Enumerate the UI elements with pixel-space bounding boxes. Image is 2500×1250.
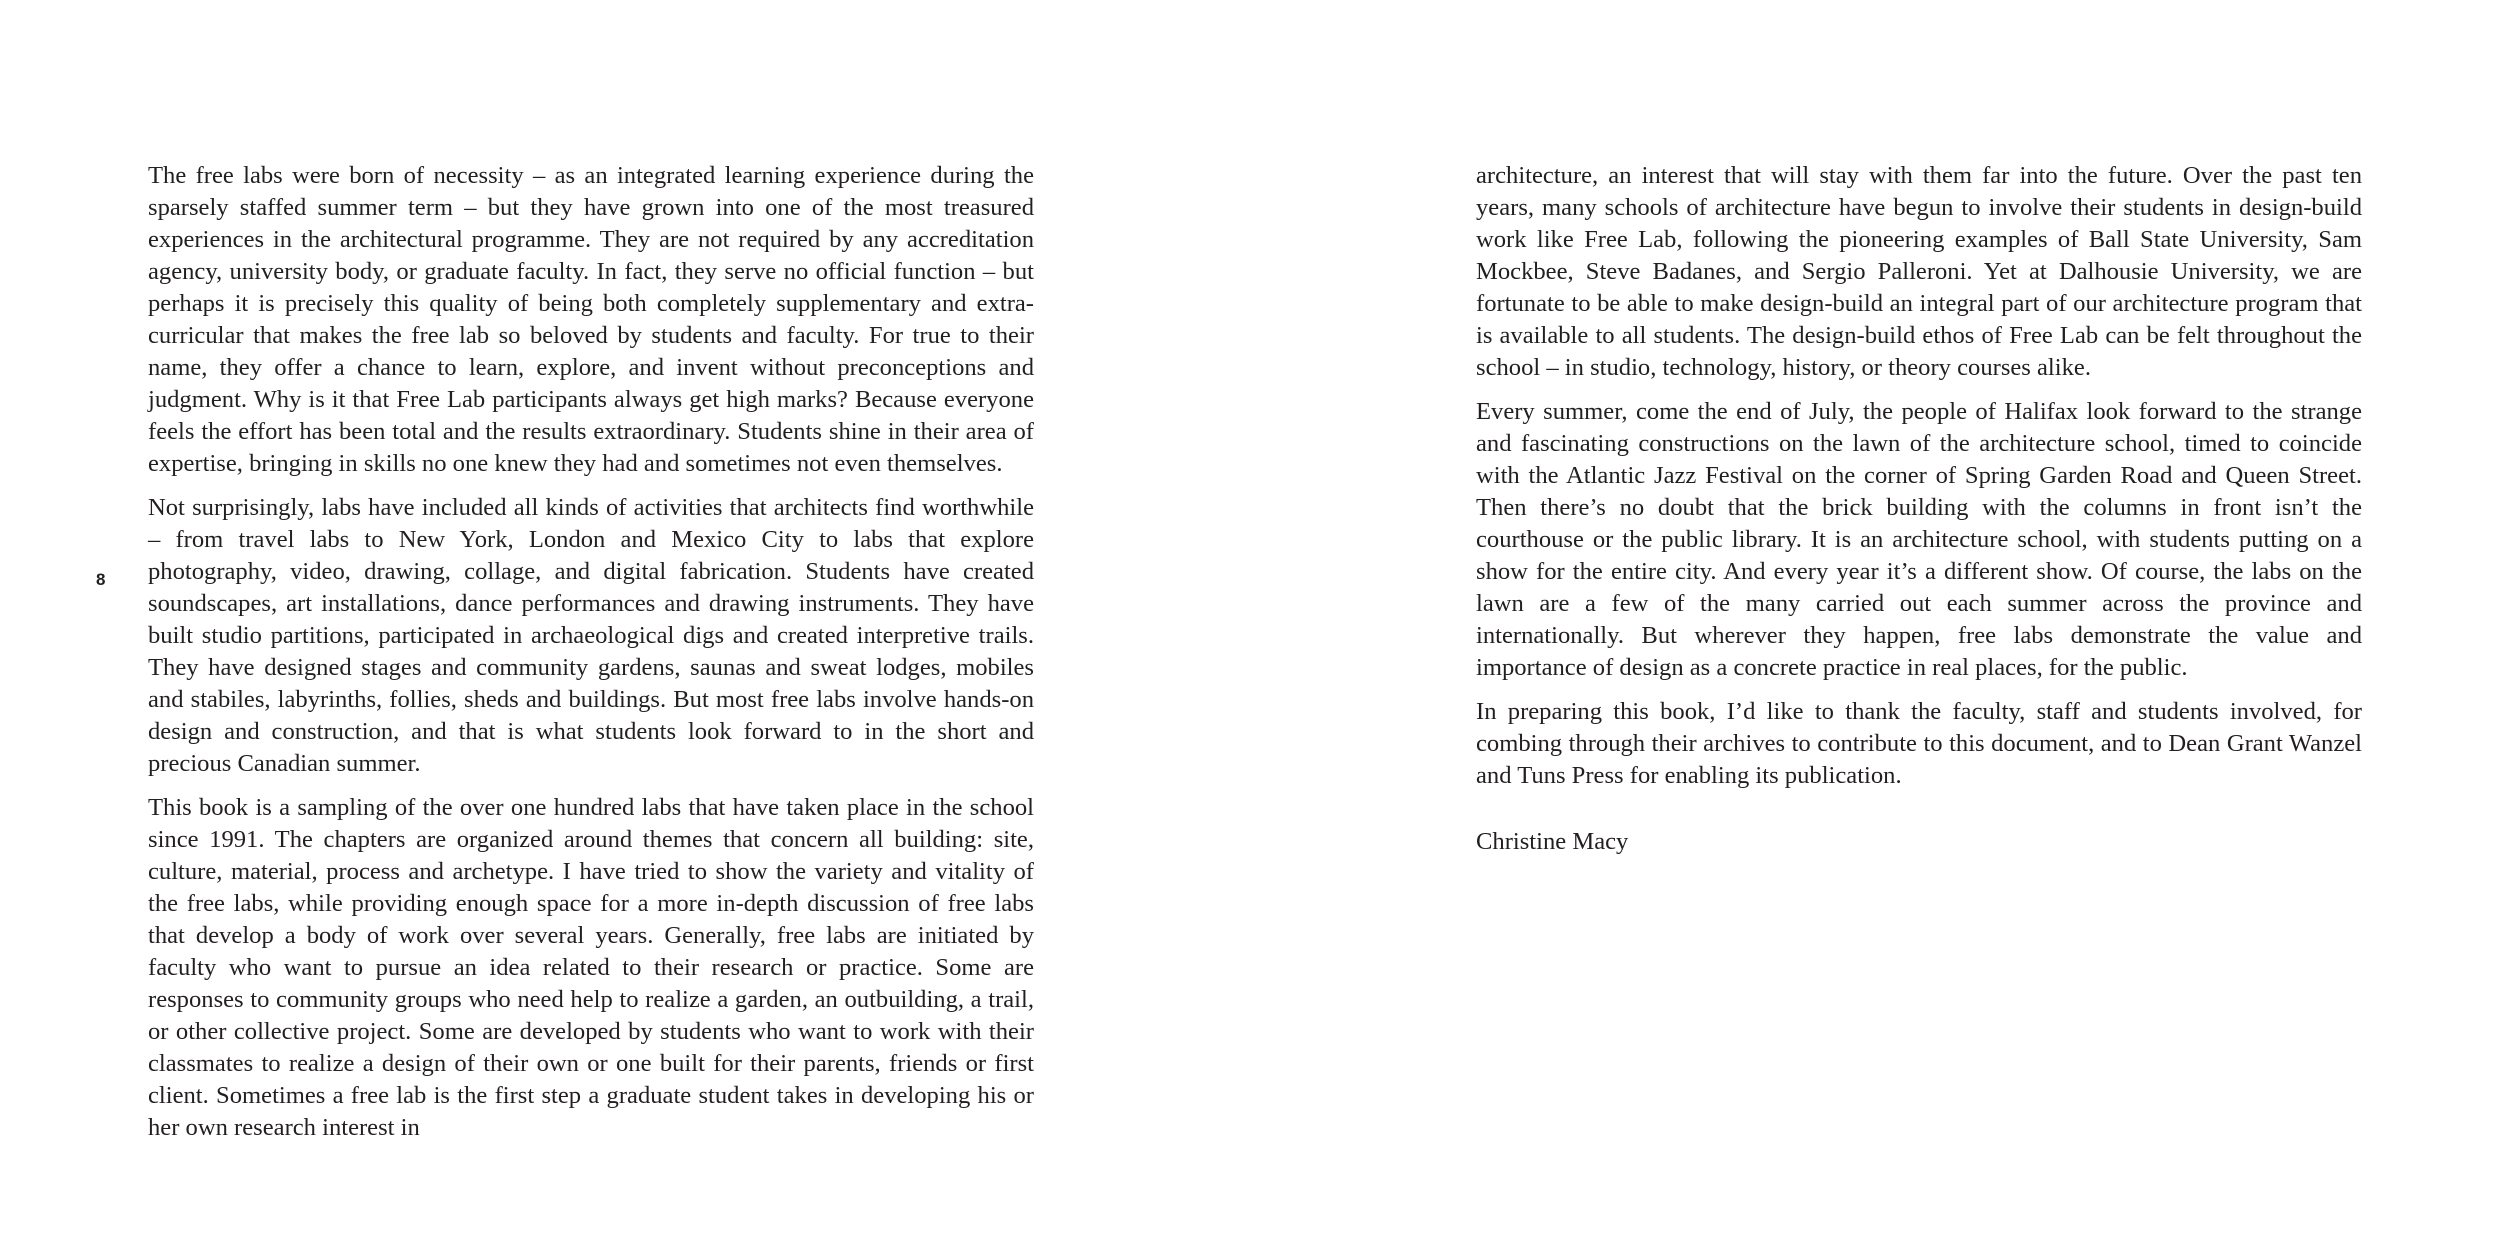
paragraph-free-labs-origin: The free labs were born of necessity – as an integrated learning experience during the sparsely staffed summer term – but they have grown into one of the most treasured experiences in the architectural programme. They are not required by any accreditation agency, university body, or graduate faculty. In fact, they serve no official function – but perhaps it is precisely this quality of being both completely supplementary and extra-curricular that makes the free lab so beloved by students and faculty. For true to their name, they offer a chance to learn, explore, and invent without preconceptions and judgment. Why is it that Free Lab participants always get high marks? Because everyone feels the effort has been total and the results extraordinary. Students shine in their area of expertise, bringing in skills no one knew they had and sometimes not even themselves. <box>148 162 1034 477</box>
paragraph-book-sampling: This book is a sampling of the over one hundred labs that have taken place in the school since 1991. The chapters are organized around themes that concern all building: site, culture, material, process and archetype. I have tried to show the variety and vitality of the free labs, while providing enough space for a more in-depth discussion of free labs that develop a body of work over several years. Generally, free labs are initiated by faculty who want to pursue an idea related to their research or practice. Some are responses to community groups who need help to realize a garden, an outbuilding, a trail, or other collective project. Some are developed by students who want to work with their classmates to realize a design of their own or one built for their parents, friends or first client. Sometimes a free lab is the first step a graduate student takes in developing his or her own research interest in <box>148 794 1034 1141</box>
paragraph-design-build: architecture, an interest that will stay with them far into the future. Over the past ten years, many schools of architecture have begun to involve their students in design-build work like Free Lab, following the pioneering examples of Ball State University, Sam Mockbee, Steve Badanes, and Sergio Palleroni. Yet at Dalhousie University, we are fortunate to be able to make design-build an integral part of our architecture program that is available to all students. The design-build ethos of Free Lab can be felt throughout the school – in studio, technology, history, or theory courses alike. <box>1476 162 2362 381</box>
paragraph-halifax-summer: Every summer, come the end of July, the people of Halifax look forward to the strange and fascinating constructions on the lawn of the architecture school, timed to coincide with the Atlantic Jazz Festival on the corner of Spring Garden Road and Queen Street. Then there’s no doubt that the brick building with the columns in front isn’t the courthouse or the public library. It is an architecture school, with students putting on a show for the entire city. And every year it’s a different show. Of course, the labs on the lawn are a few of the many carried out each summer across the province and internationally. But wherever they happen, free labs demonstrate the value and importance of design as a concrete practice in real places, for the public. <box>1476 398 2362 681</box>
author-signature: Christine Macy <box>1476 828 1629 855</box>
right-page <box>1250 0 2500 1250</box>
page-number: 8 <box>96 570 106 589</box>
right-text-column <box>1476 160 2362 858</box>
left-text-column <box>148 160 1034 1156</box>
paragraph-lab-activities: Not surprisingly, labs have included all kinds of activities that architects find worthwhile – from travel labs to New York, London and Mexico City to labs that explore photography, video, drawing, collage, and digital fabrication. Students have created soundscapes, art installations, dance performances and drawing instruments. They have built studio partitions, participated in archaeological digs and created interpretive trails. They have designed stages and community gardens, saunas and sweat lodges, mobiles and stabiles, labyrinths, follies, sheds and buildings. But most free labs involve hands-on design and construction, and that is what students look forward to in the short and precious Canadian summer. <box>148 494 1034 777</box>
paragraph-acknowledgements: In preparing this book, I’d like to thank the faculty, staff and students involved, for combing through their archives to contribute to this document, and to Dean Grant Wanzel and Tuns Press for enabling its publication. <box>1476 698 2362 789</box>
